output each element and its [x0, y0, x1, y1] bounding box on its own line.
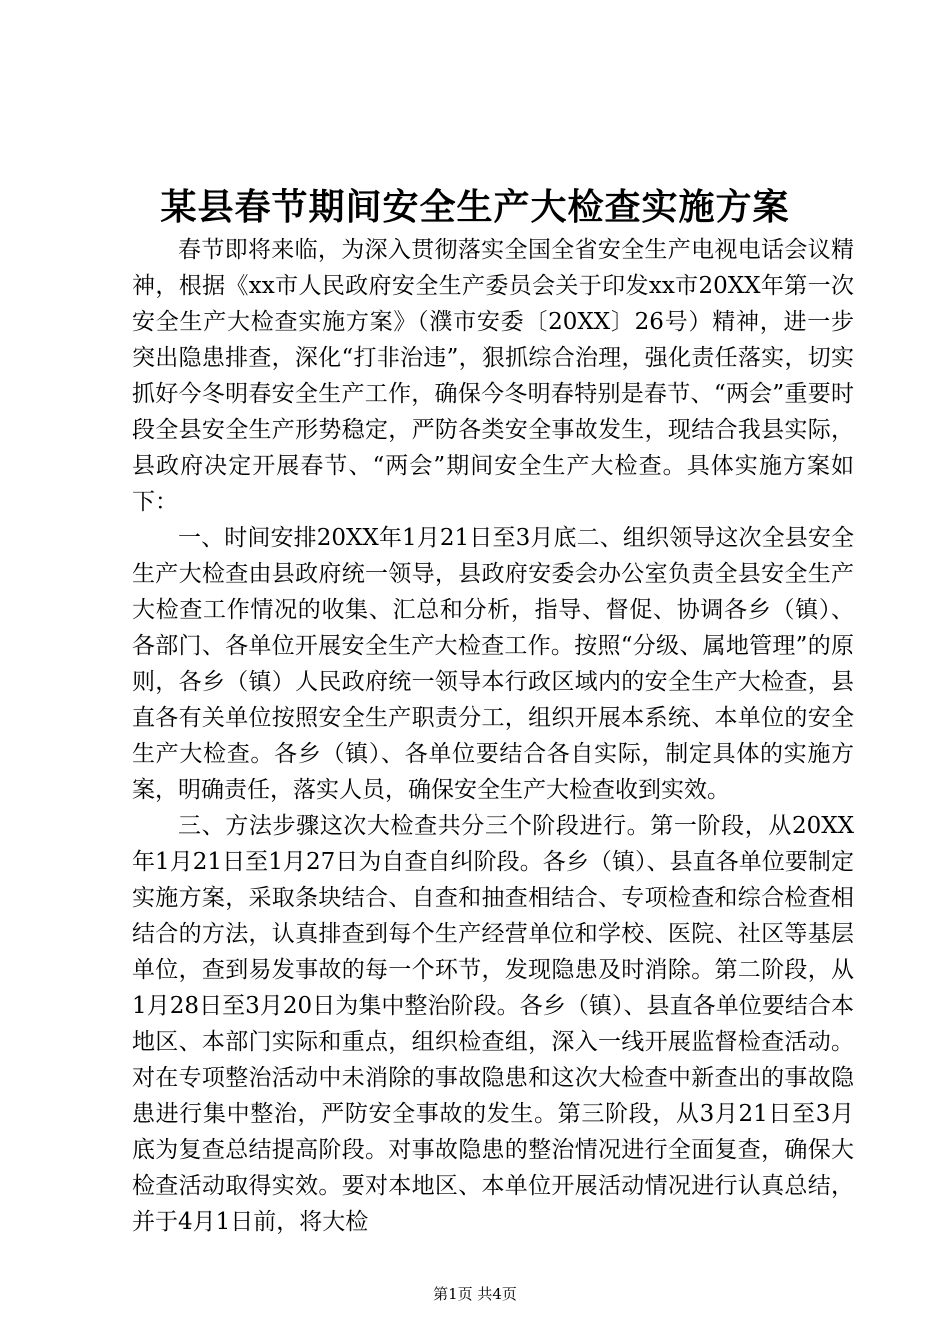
page-footer: 第1页 共4页: [433, 1285, 517, 1303]
paragraph-method-steps: 三、方法步骤这次大检查共分三个阶段进行。第一阶段，从20XX年1月21日至1月27日为自查自纠阶段。各乡（镇）、县直各单位要制定实施方案，采取条块结合、自查和抽查相结合、专项检查和综合检查相结合的方法，认真排查到每个生产经营单位和学校、医院、社区等基层单位，查到易发事故的每一个环节，发现隐患及时消除。第二阶段，从1月28日至3月20日为集中整治阶段。各乡（镇）、县直各单位要结合本地区、本部门实际和重点，组织检查组，深入一线开展监督检查活动。对在专项整治活动中未消除的事故隐患和这次大检查中新查出的事故隐患进行集中整治，严防安全事故的发生。第三阶段，从3月21日至3月底为复查总结提高阶段。对事故隐患的整治情况进行全面复查，确保大检查活动取得实效。要对本地区、本单位开展活动情况进行认真总结，并于4月1日前，将大检: [132, 813, 854, 1235]
paragraph-schedule-and-organization: 一、时间安排20XX年1月21日至3月底二、组织领导这次全县安全生产大检查由县政府统一领导，县政府安委会办公室负责全县安全生产大检查工作情况的收集、汇总和分析，指导、督促、协调各乡（镇）、各部门、各单位开展安全生产大检查工作。按照“分级、属地管理”的原则，各乡（镇）人民政府统一领导本行政区域内的安全生产大检查，县直各有关单位按照安全生产职责分工，组织开展本系统、本单位的安全生产大检查。各乡（镇）、各单位要结合各自实际，制定具体的实施方案，明确责任，落实人员，确保安全生产大检查收到实效。: [132, 525, 854, 803]
document-body: [132, 232, 854, 1240]
document-title: 某县春节期间安全生产大检查实施方案: [160, 186, 790, 228]
paragraph-intro: 春节即将来临，为深入贯彻落实全国全省安全生产电视电话会议精神，根据《xx市人民政府安全生产委员会关于印发xx市20XX年第一次安全生产大检查实施方案》（濮市安委〔20XX〕26号）精神，进一步突出隐患排查，深化“打非治违”，狠抓综合治理，强化责任落实，切实抓好今冬明春安全生产工作，确保今冬明春特别是春节、“两会”重要时段全县安全生产形势稳定，严防各类安全事故发生，现结合我县实际，县政府决定开展春节、“两会”期间安全生产大检查。具体实施方案如下：: [132, 237, 854, 515]
